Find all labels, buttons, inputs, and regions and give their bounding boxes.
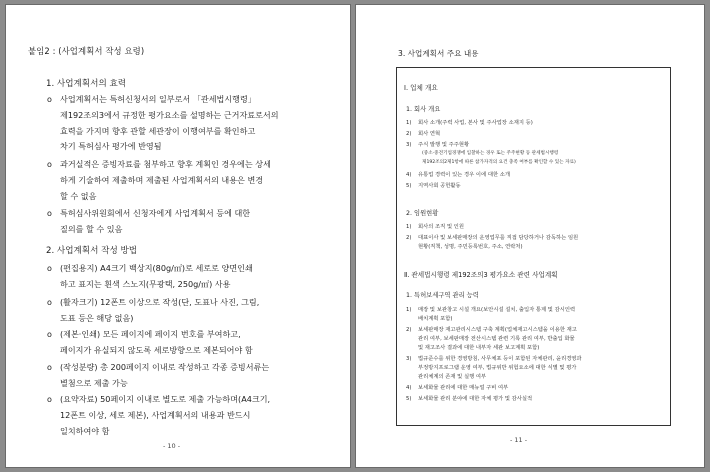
bullet-line: (요약자료) 50페이지 이내로 별도로 제출 가능하며(A4크기, — [60, 394, 271, 404]
list-item: 1) 회사의 조직 및 인원 — [406, 224, 464, 230]
list-item: 5) 보세화물 관리 분야에 대한 자체 평가 및 감사실적 — [406, 396, 533, 402]
bullet-marker-icon: o — [47, 330, 52, 339]
list-item: 5) 지역사회 공헌활동 — [406, 183, 461, 189]
list-item: 2) 보세판매장 재고관리시스템 구축 계획(업체재고시스템을 이용한 재고 관리 여부, 보세판매장 전산시스템 관련 기록 관리 여부, 반출입 화물 및 재고조사 결과에 대한 내부자 세관 보고계획 포함) — [406, 327, 577, 351]
list-item: 4) 유통업 경력이 있는 경우 이에 대한 소개 — [406, 172, 510, 178]
section2-bullet-5 — [47, 392, 330, 439]
page-number: - 11 - — [510, 436, 528, 444]
bullet-line: 과거실적은 증빙자료를 첨부하고 향후 계획인 경우에는 상세 — [60, 159, 271, 169]
bullet-marker-icon: o — [47, 209, 52, 218]
bullet-line: (제본·인쇄) 모든 페이지에 페이지 번호를 부여하고, — [60, 329, 241, 339]
page-number: - 10 - — [163, 442, 181, 450]
list-item: 4) 보세화물 관리에 대한 매뉴얼 구비 여부 — [406, 385, 509, 391]
bullet-marker-icon: o — [47, 363, 52, 372]
bullet-line: 제192조의3에서 규정한 평가요소를 설명하는 근거자료로서의 — [60, 109, 279, 120]
bullet-line: (편집용지) A4크기 백상지(80g/㎡)로 세로로 양면인쇄 — [60, 263, 253, 273]
bullet-line: (작성분량) 총 200페이지 이내로 작성하고 각종 증빙서류는 — [60, 362, 270, 372]
section2-heading: 2. 사업계획서 작성 방법 — [46, 246, 138, 256]
section1-bullet-1 — [47, 92, 330, 155]
bullet-marker-icon: o — [47, 298, 52, 307]
bullet-line: 12폰트 이상, 세로 제본), 사업계획서의 내용과 반드시 — [60, 409, 251, 420]
document-page-right — [356, 5, 704, 467]
section2-bullet-3 — [47, 327, 330, 359]
section2-bullet-2 — [47, 295, 330, 327]
bullet-marker-icon: o — [47, 395, 52, 404]
list-item: 1) 회사 소개(주력 사업, 본사 및 주사업장 소재지 등) — [406, 120, 533, 126]
bullet-line: 사업계획서는 특허신청서의 일부로서 「관세법시행령」 — [60, 94, 256, 104]
list-item: 1) 매장 및 보관창고 시설 개요(보안시설 설치, 출입자 통제 및 감시인력 배치계획 포함) — [406, 307, 576, 322]
document-page-left — [6, 5, 350, 467]
list-item: 2) 회사 연혁 — [406, 131, 441, 137]
part2-heading: Ⅱ. 관세법시행령 제192조의3 평가요소 관련 사업계획 — [404, 271, 558, 279]
section1-bullet-2 — [47, 157, 330, 204]
business-plan-contents-title: 3. 사업계획서 주요 내용 — [398, 49, 479, 58]
list-item: 3) 법규준수를 위한 경영방침, 사무체포 등이 포함된 자체관리, 윤리경영과 부정방지프로그램 운영 여부, 법규위반 위험요소에 대한 식별 및 평가 관리체계의 존재 및 실행 여부 — [406, 356, 582, 380]
bullet-line: 질의를 할 수 있음 — [60, 223, 123, 234]
bullet-marker-icon: o — [47, 264, 52, 273]
bullet-line: 차기 특허심사 평가에 반영됨 — [60, 141, 162, 152]
bullet-line: (활자크기) 12폰트 이상으로 작성(단, 도표나 사진, 그림, — [60, 297, 260, 307]
attachment-title: 붙임2 : (사업계획서 작성 요령) — [28, 46, 145, 56]
bullet-line: 하고 표지는 흰색 스노지(무광택, 250g/㎡) 사용 — [60, 278, 231, 289]
bonded-area-management-heading: 1. 특허보세구역 관리 능력 — [406, 292, 479, 299]
section2-bullet-4 — [47, 360, 330, 392]
bullet-marker-icon: o — [47, 95, 52, 104]
company-overview-heading: 1. 회사 개요 — [406, 106, 441, 113]
bullet-line: 특허심사위원회에서 신청자에게 사업계획서 등에 대한 — [60, 208, 251, 218]
part1-heading: Ⅰ. 업체 개요 — [404, 84, 438, 92]
bullet-line: 하게 기술하여 제출하며 제출된 사업계획서의 내용은 변경 — [60, 174, 264, 185]
section1-heading: 1. 사업계획서의 효력 — [46, 79, 127, 89]
bullet-marker-icon: o — [47, 160, 52, 169]
list-item: 3) 주식 발행 및 주주현황 (중소·중견기업경쟁에 입찰하는 경우 또는 주주현황 등 관세법시행령 제192조의2제1항에 따른 참가자격의 요건 충족 여부를 확인할 수 있는 자료) — [406, 142, 576, 165]
bullet-line: 할 수 없음 — [60, 190, 97, 201]
bullet-line: 효력을 가지며 향후 관할 세관장이 이행여부를 확인하고 — [60, 125, 256, 136]
bullet-line: 별첨으로 제출 가능 — [60, 377, 128, 388]
bullet-line: 페이지가 유실되지 않도록 세로방향으로 제본되어야 함 — [60, 344, 253, 355]
section1-bullet-3 — [47, 206, 330, 238]
executives-heading: 2. 임원현황 — [406, 210, 439, 217]
bullet-line: 도표 등은 해당 없음) — [60, 312, 134, 323]
list-item: 2) 대표이사 및 보세판매장의 운영업무를 직접 담당하거나 감독하는 임원 현황(직책, 성명, 주민등록번호, 주소, 연락처) — [406, 235, 579, 250]
contents-frame — [396, 67, 671, 426]
section2-bullet-1 — [47, 261, 330, 293]
bullet-line: 일치하여야 함 — [60, 425, 110, 436]
